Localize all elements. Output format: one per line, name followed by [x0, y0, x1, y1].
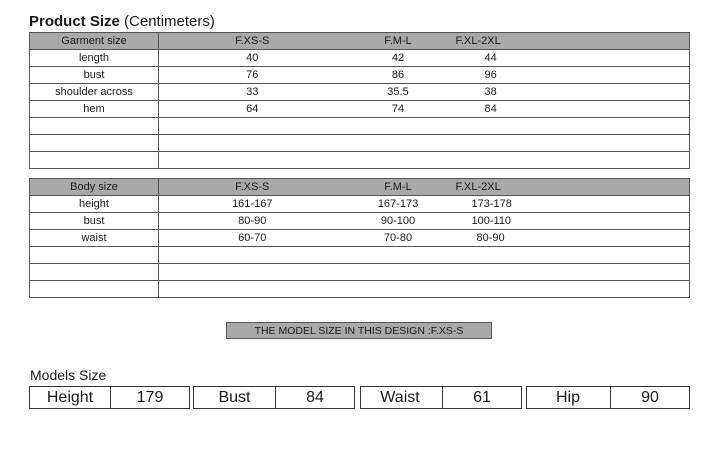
waist-measure-box: [360, 386, 522, 409]
table-row: [30, 84, 690, 101]
header-cell: Body size: [30, 179, 159, 196]
table-row: [30, 67, 690, 84]
cell: 42: [346, 50, 451, 67]
row-label: waist: [30, 230, 159, 247]
cell: 70-80: [346, 230, 451, 247]
table-row: [30, 213, 690, 230]
cell: 90-100: [346, 213, 451, 230]
empty-cell: [159, 135, 690, 152]
header-cell: F.XS-S: [159, 33, 346, 50]
height-measure-box: [29, 386, 190, 409]
row-label: bust: [30, 67, 159, 84]
empty-cell: [30, 247, 159, 264]
cell: 44: [451, 50, 690, 67]
empty-row: [30, 135, 690, 152]
empty-row: [30, 118, 690, 135]
cell: 38: [451, 84, 690, 101]
cell: 76: [159, 67, 346, 84]
empty-cell: [30, 281, 159, 298]
header-cell: F.XL-2XL: [451, 179, 690, 196]
page-title-main: Product Size: [29, 13, 120, 30]
cell: 86: [346, 67, 451, 84]
empty-row: [30, 264, 690, 281]
hip-value: 90: [641, 389, 659, 406]
table-row: [30, 196, 690, 213]
hip-label: Hip: [555, 389, 580, 406]
bust-label: Bust: [218, 389, 251, 406]
table-row: [30, 101, 690, 118]
table-row: [30, 230, 690, 247]
cell: 84: [451, 101, 690, 118]
empty-row: [30, 152, 690, 169]
cell: 100-110: [451, 213, 690, 230]
table-header-row: [30, 179, 690, 196]
models-size-title: Models Size: [30, 367, 107, 383]
cell: 161-167: [159, 196, 346, 213]
cell: 33: [159, 84, 346, 101]
bust-value: 84: [306, 389, 324, 406]
row-label: shoulder across: [30, 84, 159, 101]
empty-cell: [159, 264, 690, 281]
page-title: [29, 13, 215, 30]
height-label: Height: [46, 389, 94, 406]
cell: 64: [159, 101, 346, 118]
cell: 80-90: [159, 213, 346, 230]
header-cell: F.M-L: [346, 179, 451, 196]
row-label: length: [30, 50, 159, 67]
empty-row: [30, 247, 690, 264]
cell: 74: [346, 101, 451, 118]
body-size-table: [29, 178, 690, 298]
table-row: [30, 50, 690, 67]
empty-cell: [159, 247, 690, 264]
empty-cell: [159, 152, 690, 169]
table-header-row: [30, 33, 690, 50]
row-label: height: [30, 196, 159, 213]
empty-cell: [30, 264, 159, 281]
garment-size-table: [29, 32, 690, 169]
model-size-note: THE MODEL SIZE IN THIS DESIGN :F.XS-S: [226, 322, 492, 339]
bust-measure-box: [193, 386, 355, 409]
cell: 167-173: [346, 196, 451, 213]
waist-label: Waist: [380, 389, 420, 406]
hip-measure-box: [526, 386, 690, 409]
empty-cell: [159, 281, 690, 298]
header-cell: F.M-L: [346, 33, 451, 50]
header-cell: Garment size: [30, 33, 159, 50]
empty-cell: [30, 152, 159, 169]
cell: 80-90: [451, 230, 690, 247]
empty-cell: [30, 135, 159, 152]
page-title-unit: (Centimeters): [119, 13, 215, 30]
empty-cell: [159, 118, 690, 135]
cell: 173-178: [451, 196, 690, 213]
waist-value: 61: [473, 389, 491, 406]
cell: 60-70: [159, 230, 346, 247]
header-cell: F.XL-2XL: [451, 33, 690, 50]
cell: 35.5: [346, 84, 451, 101]
cell: 40: [159, 50, 346, 67]
empty-row: [30, 281, 690, 298]
header-cell: F.XS-S: [159, 179, 346, 196]
row-label: bust: [30, 213, 159, 230]
empty-cell: [30, 118, 159, 135]
row-label: hem: [30, 101, 159, 118]
cell: 96: [451, 67, 690, 84]
height-value: 179: [136, 389, 164, 406]
